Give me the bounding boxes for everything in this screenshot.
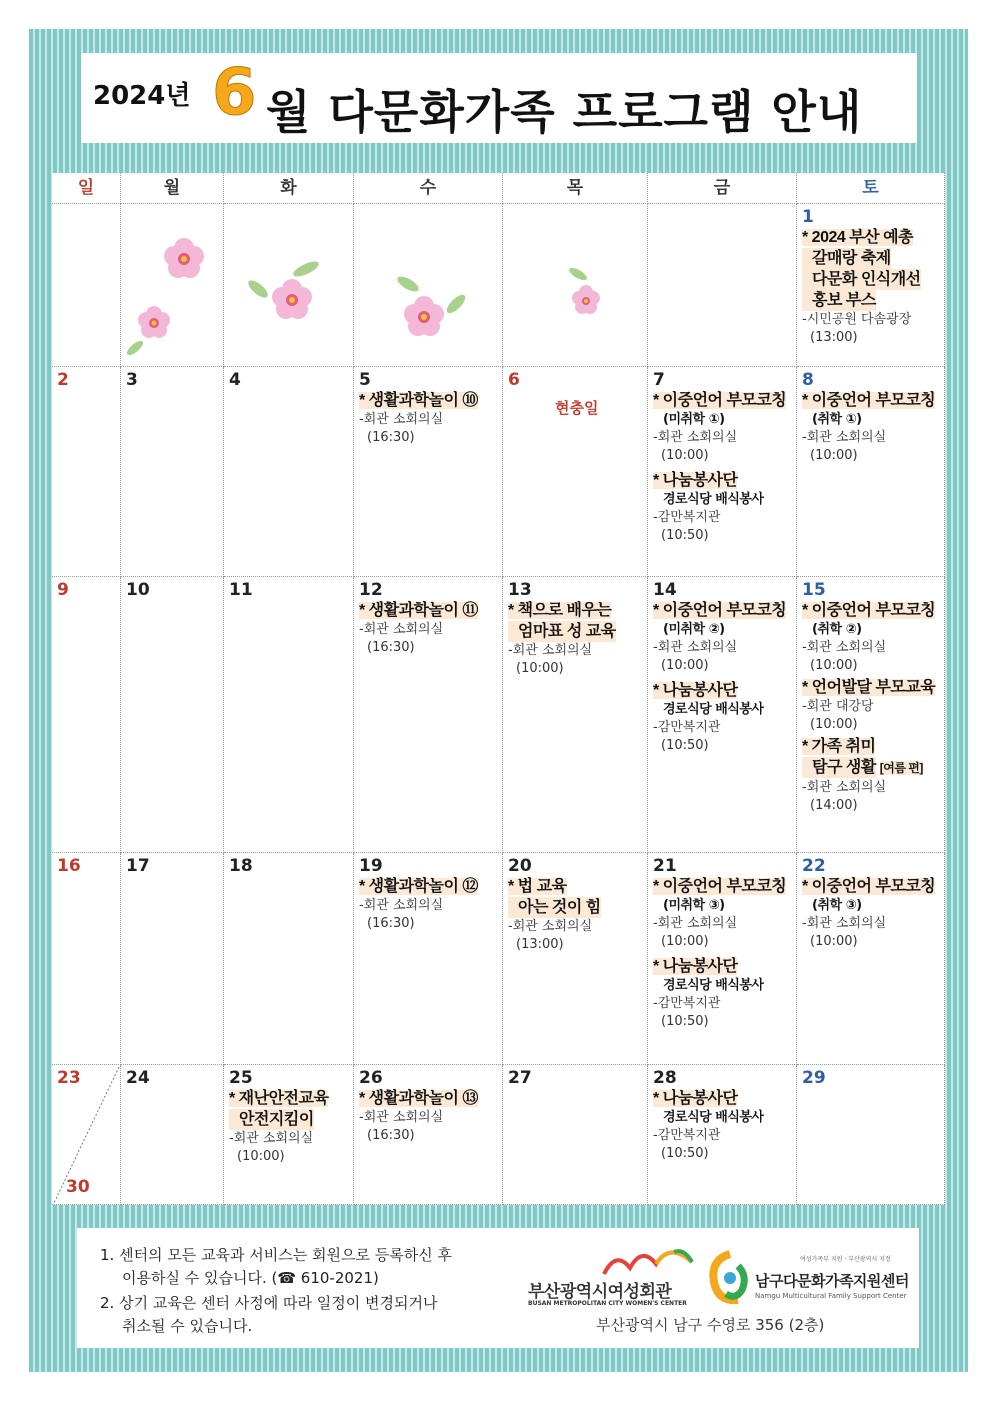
day-cell-empty — [648, 204, 797, 367]
event-time: (16:30) — [367, 430, 415, 445]
event-title: * 생활과학놀이 ⑫ — [359, 878, 478, 895]
event-subtitle: (취학 ③) — [812, 898, 862, 913]
flower-icon — [120, 230, 220, 360]
event-time: (10:00) — [661, 934, 709, 949]
day-cell-empty — [52, 204, 121, 367]
note-2a: 2. 상기 교육은 센터 사정에 따라 일정이 변경되거나 — [100, 1294, 438, 1312]
event-place: -회관 소회의실 — [359, 898, 444, 913]
event-time: (16:30) — [367, 640, 415, 655]
event-place: -회관 소회의실 — [508, 919, 593, 934]
day-cell-19 — [354, 853, 503, 1065]
event-time: (10:00) — [661, 658, 709, 673]
event-time: (10:00) — [810, 934, 858, 949]
day-number: 8 — [802, 370, 814, 390]
day-number: 5 — [359, 370, 371, 390]
day-number: 10 — [126, 580, 150, 600]
event-subtitle: (미취학 ③) — [663, 898, 725, 913]
event-time: (10:00) — [237, 1149, 285, 1164]
day-cell-21 — [648, 853, 797, 1065]
day-cell-23-30 — [52, 1065, 121, 1205]
event-time: (10:00) — [810, 658, 858, 673]
day-number: 13 — [508, 580, 532, 600]
family-center-logo — [708, 1250, 752, 1306]
day-number: 6 — [508, 370, 520, 390]
flower-icon — [560, 262, 610, 322]
weekday-sun: 일 — [52, 173, 121, 204]
event-title: * 나눔봉사단 — [653, 682, 738, 699]
day-number: 16 — [57, 856, 81, 876]
event-title: * 이중언어 부모코칭 — [802, 392, 936, 409]
day-cell-2 — [52, 367, 121, 577]
family-center-english: Namgu Multicultural Family Support Center — [755, 1292, 907, 1300]
event-place: -회관 소회의실 — [508, 643, 593, 658]
day-number: 29 — [802, 1068, 826, 1088]
womens-center-name: 부산광역시여성회관 — [528, 1282, 672, 1302]
day-number: 18 — [229, 856, 253, 876]
event-title: * 이중언어 부모코칭 — [653, 602, 787, 619]
event-time: (10:50) — [661, 1146, 709, 1161]
weekday-wed: 수 — [354, 173, 503, 204]
event-place: -회관 소회의실 — [653, 640, 738, 655]
day-cell-20 — [503, 853, 648, 1065]
event-place: -시민공원 다솜광장 — [802, 312, 912, 327]
day-cell-29 — [797, 1065, 945, 1205]
event-title: * 나눔봉사단 — [653, 958, 738, 975]
weekday-sat: 토 — [797, 173, 945, 204]
event-subtitle: (미취학 ①) — [663, 412, 725, 427]
event-time: (10:50) — [661, 528, 709, 543]
day-cell-18 — [224, 853, 354, 1065]
day-cell-7 — [648, 367, 797, 577]
day-number: 28 — [653, 1068, 677, 1088]
event-place: -회관 소회의실 — [802, 430, 887, 445]
event-subtitle: 경로식당 배식봉사 — [663, 978, 764, 993]
womens-center-logo — [600, 1242, 696, 1278]
day-cell-28 — [648, 1065, 797, 1205]
event-title: * 이중언어 부모코칭 — [653, 878, 787, 895]
day-cell-11 — [224, 577, 354, 853]
day-number: 15 — [802, 580, 826, 600]
title-year: 2024년 — [93, 81, 191, 111]
day-number: 25 — [229, 1068, 253, 1088]
day-number: 12 — [359, 580, 383, 600]
event-place: -감만복지관 — [653, 1128, 721, 1143]
note-1a: 1. 센터의 모든 교육과 서비스는 회원으로 등록하신 후 — [100, 1246, 452, 1264]
family-center-name: 남구다문화가족지원센터 — [755, 1272, 909, 1290]
event-place: -회관 소회의실 — [802, 780, 887, 795]
event-title: * 언어발달 부모교육 — [802, 679, 936, 696]
event-title: * 나눔봉사단 — [653, 472, 738, 489]
day-cell-8 — [797, 367, 945, 577]
day-cell-5 — [354, 367, 503, 577]
event-time: (14:00) — [810, 798, 858, 813]
day-cell-4 — [224, 367, 354, 577]
event-time: (16:30) — [367, 1128, 415, 1143]
family-center-sponsor: 여성가족부 지원 · 부산광역시 지정 — [800, 1256, 891, 1263]
event-time: (10:50) — [661, 738, 709, 753]
weekday-fri: 금 — [648, 173, 797, 204]
day-number: 22 — [802, 856, 826, 876]
event-title: 엄마표 성 교육 — [508, 621, 643, 642]
event-place: -회관 소회의실 — [359, 1110, 444, 1125]
event-title: 홍보 부스 — [802, 290, 940, 311]
event-place: -회관 소회의실 — [653, 916, 738, 931]
event-time: (10:50) — [661, 1014, 709, 1029]
day-cell-17 — [121, 853, 224, 1065]
day-number: 26 — [359, 1068, 383, 1088]
day-cell-1 — [797, 204, 945, 367]
day-number: 9 — [57, 580, 69, 600]
event-place: -회관 소회의실 — [359, 412, 444, 427]
title-month: 6 — [212, 56, 257, 130]
title-text: 월 다문화가족 프로그램 안내 — [266, 85, 863, 139]
day-cell-22 — [797, 853, 945, 1065]
event-subtitle: 경로식당 배식봉사 — [663, 492, 764, 507]
weekday-thu: 목 — [503, 173, 648, 204]
weekday-mon: 월 — [121, 173, 224, 204]
event-title: 탐구 생활 [여름 편] — [802, 757, 940, 779]
day-cell-24 — [121, 1065, 224, 1205]
flower-icon — [390, 270, 470, 340]
event-title: * 생활과학놀이 ⑪ — [359, 602, 478, 619]
day-number: 30 — [66, 1177, 90, 1197]
event-subtitle: (미취학 ②) — [663, 622, 725, 637]
day-cell-25 — [224, 1065, 354, 1205]
event-title: * 나눔봉사단 — [653, 1090, 738, 1107]
event-time: (13:00) — [516, 937, 564, 952]
weekday-tue: 화 — [224, 173, 354, 204]
event-title: * 이중언어 부모코칭 — [802, 878, 936, 895]
event-time: (16:30) — [367, 916, 415, 931]
day-cell-10 — [121, 577, 224, 853]
day-cell-14 — [648, 577, 797, 853]
address: 부산광역시 남구 수영로 356 (2층) — [596, 1316, 825, 1334]
event-title: 아는 것이 힘 — [508, 897, 643, 918]
event-place: -감만복지관 — [653, 996, 721, 1011]
holiday-label: 현충일 — [555, 399, 599, 417]
event-place: -감만복지관 — [653, 510, 721, 525]
event-place: -회관 소회의실 — [229, 1131, 314, 1146]
event-subtitle: 경로식당 배식봉사 — [663, 702, 764, 717]
flower-icon — [240, 255, 330, 325]
day-number: 14 — [653, 580, 677, 600]
event-title: 다문화 인식개선 — [802, 269, 940, 290]
event-title: * 법 교육 — [508, 878, 567, 895]
event-time: (10:00) — [810, 448, 858, 463]
day-number: 27 — [508, 1068, 532, 1088]
day-number: 1 — [802, 207, 814, 227]
day-cell-27 — [503, 1065, 648, 1205]
day-number: 21 — [653, 856, 677, 876]
event-place: -회관 소회의실 — [653, 430, 738, 445]
womens-center-english: BUSAN METROPOLITAN CITY WOMEN'S CENTER — [528, 1300, 687, 1307]
note-1b: 이용하실 수 있습니다. (☎ 610-2021) — [122, 1269, 379, 1287]
event-time: (10:00) — [810, 717, 858, 732]
day-number: 4 — [229, 370, 241, 390]
day-cell-12 — [354, 577, 503, 853]
event-subtitle: 경로식당 배식봉사 — [663, 1110, 764, 1125]
event-title: * 2024 부산 예총 — [802, 229, 913, 246]
day-number: 7 — [653, 370, 665, 390]
event-title: 안전지킴이 — [229, 1109, 349, 1130]
day-cell-6 — [503, 367, 648, 577]
event-place: -회관 소회의실 — [802, 640, 887, 655]
day-cell-3 — [121, 367, 224, 577]
day-number: 19 — [359, 856, 383, 876]
event-time: (10:00) — [661, 448, 709, 463]
event-time: (13:00) — [810, 330, 858, 345]
day-cell-9 — [52, 577, 121, 853]
day-cell-16 — [52, 853, 121, 1065]
day-number: 23 — [57, 1068, 81, 1088]
event-subtitle: (취학 ①) — [812, 412, 862, 427]
event-title: * 생활과학놀이 ⑩ — [359, 392, 478, 409]
event-place: -회관 소회의실 — [802, 916, 887, 931]
day-number: 20 — [508, 856, 532, 876]
event-title: * 책으로 배우는 — [508, 602, 612, 619]
event-place: -감만복지관 — [653, 720, 721, 735]
day-cell-15 — [797, 577, 945, 853]
day-number: 11 — [229, 580, 253, 600]
note-2b: 취소될 수 있습니다. — [122, 1317, 253, 1335]
event-title: * 생활과학놀이 ⑬ — [359, 1090, 478, 1107]
event-subtitle: (취학 ②) — [812, 622, 862, 637]
day-cell-26 — [354, 1065, 503, 1205]
event-title: * 이중언어 부모코칭 — [802, 602, 936, 619]
event-title: * 재난안전교육 — [229, 1090, 329, 1107]
day-number: 24 — [126, 1068, 150, 1088]
event-title: * 이중언어 부모코칭 — [653, 392, 787, 409]
day-number: 3 — [126, 370, 138, 390]
day-number: 17 — [126, 856, 150, 876]
day-number: 2 — [57, 370, 69, 390]
event-place: -회관 대강당 — [802, 699, 874, 714]
event-place: -회관 소회의실 — [359, 622, 444, 637]
event-title: 갈매랑 축제 — [802, 248, 940, 269]
event-title: * 가족 취미 — [802, 738, 876, 755]
event-time: (10:00) — [516, 661, 564, 676]
day-cell-13 — [503, 577, 648, 853]
